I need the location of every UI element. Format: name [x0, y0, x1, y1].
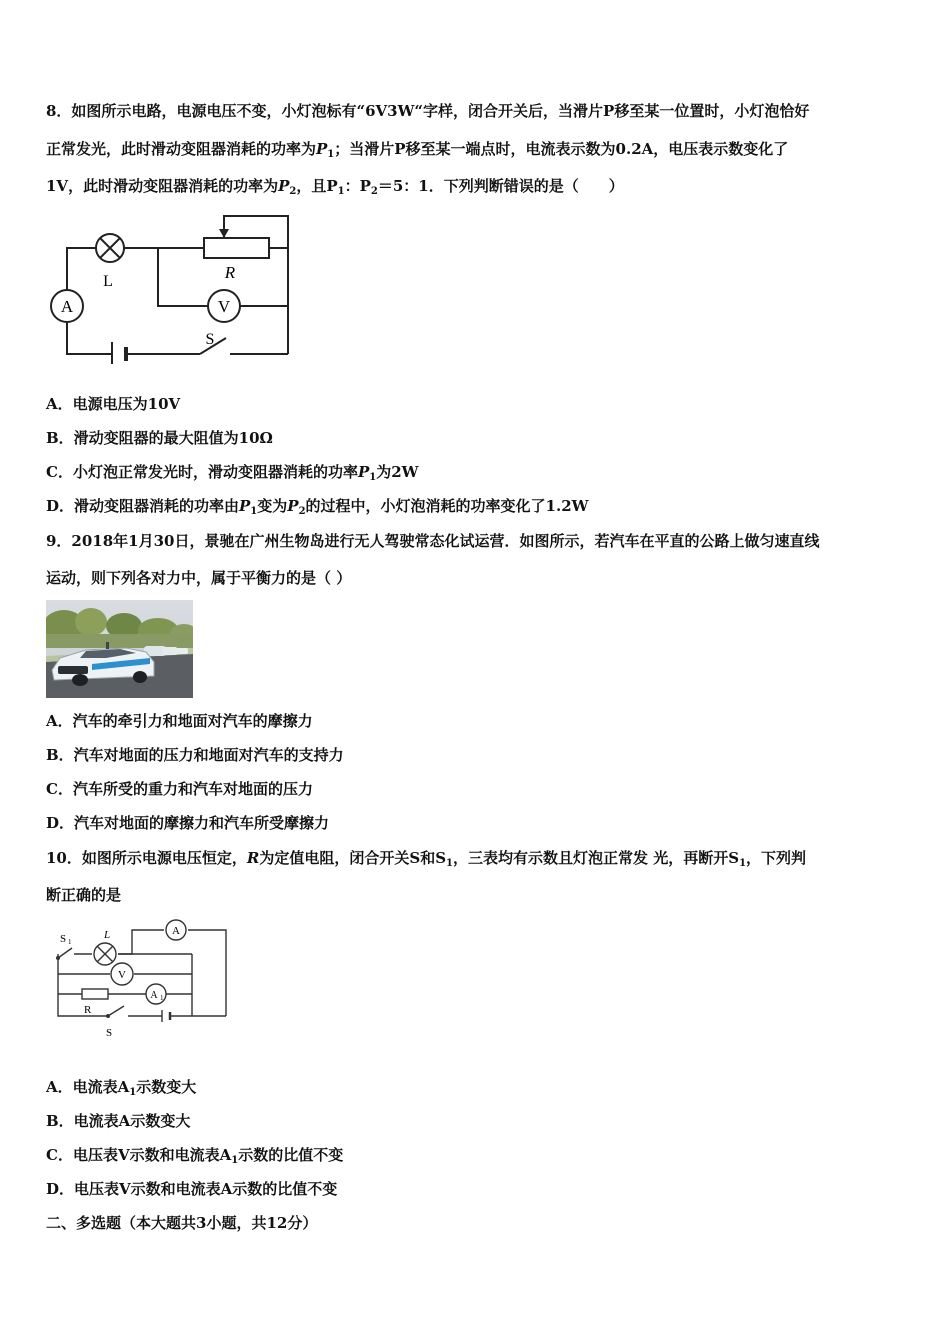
- option-text: D．汽车对地面的摩擦力和汽车所受摩擦力: [46, 814, 330, 832]
- q9-text: 运动，则下列各对力中，属于平衡力的是（ ）: [46, 569, 352, 587]
- option-text: A．电流表A: [46, 1078, 130, 1096]
- subscript: 2: [370, 186, 378, 197]
- q9-car-photo: [46, 600, 193, 698]
- q10-line-2: [46, 885, 121, 905]
- lamp-label: L: [103, 273, 113, 290]
- option-text: A．汽车的牵引力和地面对汽车的摩擦力: [46, 712, 313, 730]
- hedge: [46, 634, 193, 648]
- q8-text: 正常发光，此时滑动变阻器消耗的功率为: [46, 140, 317, 158]
- subscript: 1: [739, 858, 747, 869]
- sensor-mast: [106, 642, 109, 649]
- option-text: C．电压表V示数和电流表A: [46, 1146, 232, 1164]
- subscript: 2: [298, 506, 306, 517]
- wire: [118, 930, 164, 954]
- wire: [158, 248, 208, 306]
- q8-text: ＝5：1．下列判断错误的是（ ）: [377, 177, 624, 195]
- q10-option-c[interactable]: [46, 1145, 343, 1171]
- q9-option-a[interactable]: [46, 711, 313, 731]
- q8-option-b[interactable]: [46, 428, 273, 448]
- wire: [58, 1008, 108, 1016]
- ammeter1-label: A: [150, 990, 158, 1001]
- symbol-p: P: [357, 463, 370, 481]
- wheel: [133, 671, 147, 683]
- car-distant: [176, 648, 188, 654]
- lamp-label: L: [104, 929, 111, 941]
- subscript: 1: [327, 149, 335, 160]
- q10-circuit-diagram: [50, 918, 235, 1044]
- wire: [67, 248, 96, 290]
- rheostat-label: R: [224, 263, 236, 282]
- q9-option-b[interactable]: [46, 745, 344, 765]
- voltmeter-label: V: [118, 969, 126, 981]
- q9-line-2: [46, 568, 351, 588]
- q8-option-a[interactable]: [46, 394, 180, 414]
- subscript: 1: [231, 1155, 239, 1166]
- option-text: C．汽车所受的重力和汽车对地面的压力: [46, 780, 313, 798]
- main-car-grille: [58, 666, 88, 674]
- option-text: B．滑动变阻器的最大阻值为10Ω: [46, 429, 273, 447]
- option-text: 示数变大: [136, 1078, 197, 1096]
- subscript: 1: [337, 186, 345, 197]
- switch-label: S: [106, 1027, 113, 1039]
- option-text: B．汽车对地面的压力和地面对汽车的支持力: [46, 746, 344, 764]
- subscript: 1: [129, 1087, 137, 1098]
- q10-option-b[interactable]: [46, 1111, 190, 1131]
- switch-s-blade: [108, 1006, 124, 1016]
- slider-wire: [224, 216, 288, 248]
- option-text: C．小灯泡正常发光时，滑动变阻器消耗的功率: [46, 463, 358, 481]
- q8-line-2: [46, 139, 788, 165]
- q8-text: 1V，此时滑动变阻器消耗的功率为: [46, 177, 279, 195]
- q9-text: 9．2018年1月30日，景驰在广州生物岛进行无人驾驶常态化试运营．如图所示，若汽车在平直的公路上做匀速直线: [46, 532, 820, 550]
- switch-label: S: [205, 331, 215, 348]
- q8-text: 8．如图所示电路，电源电压不变，小灯泡标有“6V3W“字样，闭合开关后，当滑片P移至某一位置时，小灯泡恰好: [46, 102, 810, 120]
- option-text: 变为: [257, 497, 288, 515]
- lamp-symbol: [96, 234, 124, 262]
- voltmeter-label: V: [217, 297, 231, 316]
- wire: [67, 322, 112, 354]
- option-text: D．电压表V示数和电流表A示数的比值不变: [46, 1180, 338, 1198]
- option-text: D．滑动变阻器消耗的功率由: [46, 497, 240, 515]
- q10-text: 断正确的是: [46, 886, 122, 904]
- symbol-p: P: [287, 497, 299, 515]
- switch-s1-blade: [58, 948, 72, 958]
- q9-line-1: [46, 531, 820, 551]
- s1-subscript: 1: [68, 938, 72, 946]
- q10-text: 10．如图所示电源电压恒定，: [46, 849, 247, 867]
- q8-text: ，且P: [296, 177, 338, 195]
- car-distant: [162, 647, 178, 655]
- q8-option-d[interactable]: [46, 496, 588, 522]
- subscript: 1: [250, 506, 258, 517]
- option-text: B．电流表A示数变大: [46, 1112, 191, 1130]
- option-text: A．电源电压为10V: [46, 395, 181, 413]
- section-title: 二、多选题（本大题共3小题，共12分）: [46, 1214, 318, 1232]
- subscript: 1: [446, 858, 453, 869]
- q10-text: ，三表均有示数且灯泡正常发 光，再断开S: [453, 849, 740, 867]
- ammeter1-subscript: 1: [160, 994, 164, 1002]
- q9-option-d[interactable]: [46, 813, 329, 833]
- rheostat-body: [204, 238, 269, 258]
- subscript: 1: [369, 472, 377, 483]
- q10-line-1: [46, 848, 806, 874]
- resistor-label: R: [84, 1004, 92, 1016]
- resistor-body: [82, 989, 108, 999]
- tree: [75, 608, 107, 636]
- symbol-p: P: [316, 140, 328, 158]
- ammeter-label: A: [172, 925, 180, 937]
- q10-text: ，下列判: [746, 849, 807, 867]
- q10-option-d[interactable]: [46, 1179, 337, 1199]
- q10-option-a[interactable]: [46, 1077, 196, 1103]
- section-heading: [46, 1213, 317, 1233]
- ammeter-label: A: [60, 297, 74, 316]
- symbol-r: R: [246, 849, 260, 867]
- q8-text: ：P: [344, 177, 371, 195]
- q9-option-c[interactable]: [46, 779, 313, 799]
- wheel: [72, 674, 88, 686]
- wire: [188, 930, 226, 1016]
- q8-text: ；当滑片P移至某一端点时，电流表示数为0.2A，电压表示数变化了: [334, 140, 789, 158]
- subscript: 2: [289, 186, 297, 197]
- q10-text: 为定值电阻，闭合开关S和S: [259, 849, 447, 867]
- terminal: [56, 956, 60, 960]
- q8-line-1: [46, 101, 809, 121]
- s1-label: S: [60, 933, 67, 945]
- q8-circuit-diagram: [44, 208, 300, 364]
- lamp-symbol: [94, 943, 116, 965]
- symbol-p: P: [278, 177, 290, 195]
- q8-line-3: [46, 176, 624, 202]
- option-text: 的过程中，小灯泡消耗的功率变化了1.2W: [305, 497, 589, 515]
- option-text: 示数的比值不变: [238, 1146, 344, 1164]
- symbol-p: P: [239, 497, 251, 515]
- q8-option-c[interactable]: [46, 462, 419, 488]
- terminal: [106, 1014, 110, 1018]
- option-text: 为2W: [376, 463, 419, 481]
- slider-arrowhead: [219, 229, 229, 238]
